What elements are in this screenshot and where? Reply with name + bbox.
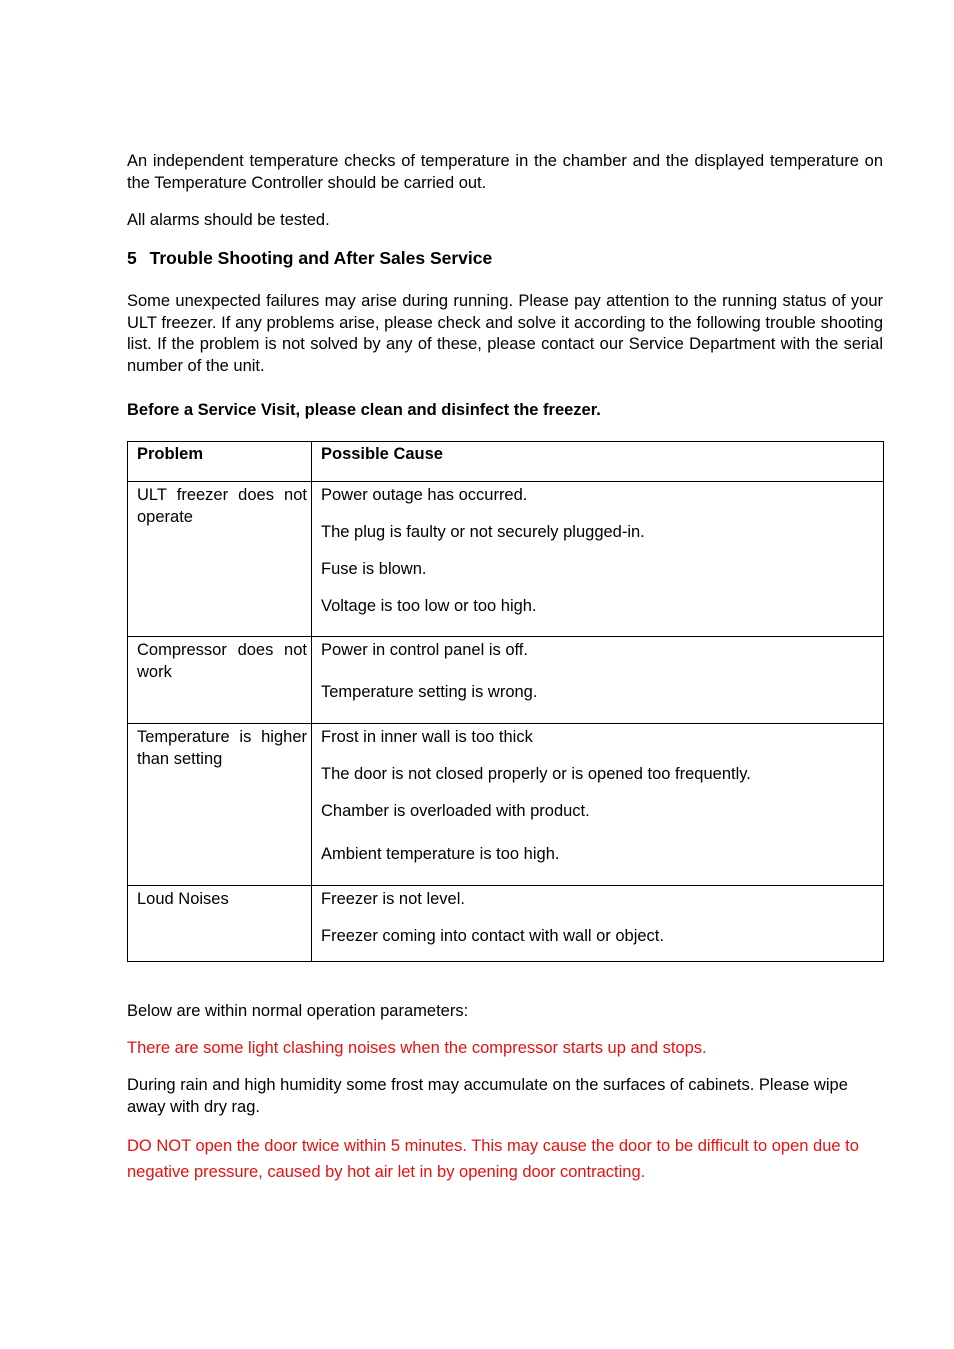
table-header-row (128, 442, 884, 482)
cause-item: Voltage is too low or too high. (321, 597, 537, 615)
section-number: 5 (127, 248, 137, 268)
table-row (128, 482, 884, 637)
problem-text: Compressor does not work (137, 641, 307, 681)
cause-item: Fuse is blown. (321, 560, 427, 578)
cause-cell (312, 637, 884, 724)
cause-item: Freezer is not level. (321, 890, 465, 908)
cause-item: Chamber is overloaded with product. (321, 802, 590, 820)
service-visit-notice: Before a Service Visit, please clean and disinfect the freezer. (127, 401, 601, 419)
cause-item: The plug is faulty or not securely plugged-in. (321, 523, 645, 541)
problem-text: ULT freezer does not operate (137, 486, 307, 526)
cause-cell (312, 886, 884, 962)
problem-cell (128, 886, 312, 962)
table-row (128, 637, 884, 724)
table-row (128, 724, 884, 886)
cause-item: Power outage has occurred. (321, 486, 528, 504)
problem-cell (128, 482, 312, 637)
cause-item: Freezer coming into contact with wall or object. (321, 927, 664, 945)
frost-note: During rain and high humidity some frost may accumulate on the surfaces of cabinets. Please wipe away with dry rag. (127, 1076, 848, 1116)
header-problem: Problem (128, 442, 312, 482)
intro-paragraph-temperature-check: An independent temperature checks of temperature in the chamber and the displayed temperature on the Temperature Controller should be carried out. (127, 152, 883, 192)
cause-item: The door is not closed properly or is opened too frequently. (321, 765, 751, 783)
cause-cell (312, 724, 884, 886)
table-row (128, 886, 884, 962)
cause-item: Frost in inner wall is too thick (321, 728, 533, 746)
cause-item: Ambient temperature is too high. (321, 845, 560, 863)
section-body-paragraph: Some unexpected failures may arise during running. Please pay attention to the running status of your ULT freezer. If any problems arise, please check and solve it according to the following trouble shooting list. If the problem is not solved by any of these, please contact our Service Department with the serial number of the unit. (127, 292, 883, 375)
document-page (127, 150, 883, 1185)
cause-cell (312, 482, 884, 637)
section-heading (127, 247, 883, 269)
normal-operation-intro: Below are within normal operation parameters: (127, 1002, 469, 1020)
section-title: Trouble Shooting and After Sales Service (149, 248, 493, 268)
door-warning-note: DO NOT open the door twice within 5 minutes. This may cause the door to be difficult to open due to negative pressure, caused by hot air let in by opening door contracting. (127, 1137, 859, 1181)
problem-cell (128, 637, 312, 724)
clashing-noise-note: There are some light clashing noises when the compressor starts up and stops. (127, 1039, 707, 1057)
problem-cell (128, 724, 312, 886)
problem-text: Temperature is higher than setting (137, 728, 307, 768)
trouble-shooting-table (127, 441, 884, 962)
header-possible-cause: Possible Cause (312, 442, 884, 482)
problem-text: Loud Noises (137, 890, 229, 908)
intro-paragraph-alarms: All alarms should be tested. (127, 211, 330, 229)
cause-item: Temperature setting is wrong. (321, 683, 538, 701)
cause-item: Power in control panel is off. (321, 641, 528, 659)
